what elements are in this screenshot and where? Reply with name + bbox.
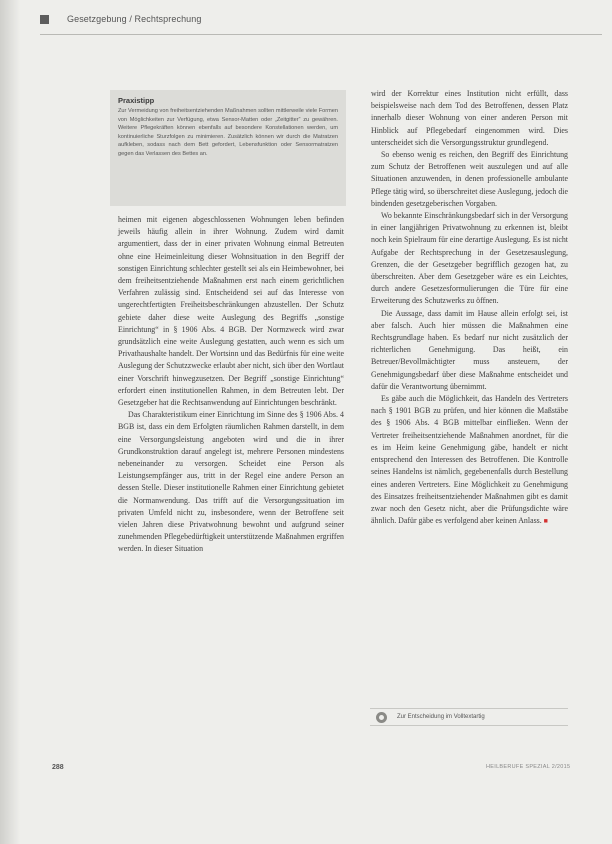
paragraph: Wo bekannte Einschränkungsbedarf sich in der Versorgung in einer langjährigen Privatwohnung zu erkennen ist, bleibt noch kein Spielraum für eine derartige Auslegung. Es ist nicht Aufgabe der Rechtsprechung in der Gesetzesauslegung, Grenzen, die der Gesetzgeber begrifflich gezogen hat, zu überschreiten. Aber dem Gesetzgeber wäre es ein Leichtes, durch andere Gesetzesformulierungen die Türe für eine Erweiterung des Schutzwerks zu öffnen. [371,211,568,306]
tip-title: Praxistipp [118,96,155,105]
page-number: 288 [52,764,64,771]
header-square-icon [40,15,49,24]
fulltext-link-label: Zur Entscheidung im Volltextartig [397,714,485,720]
paragraph-text: Es gäbe auch die Möglichkeit, das Handeln des Vertreters nach § 1901 BGB zu prüfen, und hier können die Maßstäbe des § 1906 Abs. 4 BGB mittelbar einfließen. Wenn der Vertreter freiheitsentziehende Maßnahmen anordnet, für die es im Heim keine Genehmigung gäbe, handelt er nicht entsprechend den Interessen des Betroffenen. Die Kontrolle seines Handelns ist nämlich, gegebenenfalls durch Bestellung eines anderen Vertreters. Eine Möglichkeit zu Genehmigung des Einsatzes freiheitsentziehender Maßnahmen gibt es damit zwar noch den Gesetz nicht, aber die Prüfungsdichte wäre ähnlich. Dafür gäbe es verfolgend aber keinen Anlass. [371,394,568,526]
right-column [371,88,568,527]
link-icon [376,712,387,723]
paragraph: heimen mit eigenen abgeschlossenen Wohnungen leben befinden jeweils häufig allein in ihrer Wohnung. Zudem wird damit argumentiert, dass der in einer privaten Wohnung einmal Betreuten ohne eine Heimeinleitung dieser Wohnsituation in den Begriff der sonstigen Einrichtung schlechter gestellt sei als ein Heimbewohner, bei dem freiheitsentziehende Maßnahmen erst nach einem gerichtlichen Verfahren zulässig sind. Entscheidend sei auf das Interesse von ungerechtfertigten Freiheitsbeschränkungen abzustellen. Der Schutz gebiete daher diese weite Auslegung des Begriffs „sonstige Einrichtung“ in § 1906 Abs. 4 BGB. Der Normzweck wird zwar grundsätzlich eine weite Auslegung gestatten, auch wenn es sich um Privathaushalte handelt. Der Wortsinn und das Bedürfnis für eine weite Auslegung der Schutzzwecke erlaubt aber nicht, sich über den Wortlaut einer Vorschrift hinwegzusetzen. Der Begriff „sonstige Einrichtung“ erfordert einen institutionellen Rahmen, in dem Betreuten lebt. Der Gesetzgeber hat die Rechtsanwendung auf Einrichtungen beschränkt. [118,215,344,408]
paragraph: Die Aussage, dass damit im Hause allein erfolgt sei, ist aber falsch. Auch hier müssen die Maßnahmen eine Rechtsgrundlage haben. Es bedarf nur nicht zusätzlich der richterlichen Genehmigung. Das heißt, ein Betreuer/Bevollmächtigter muss ansteuern, der Genehmigungsbedarf über diese Maßnahme entscheidet und dafür die Verantwortung übernimmt. [371,308,568,391]
paragraph: So ebenso wenig es reichen, den Begriff des Einrichtung zum Schutz der Betroffenen weit auszulegen und auf alle Situationen anzuwenden, in denen professionelle ambulante Pflege tätig wird, so überschreitet diese Auslegung, jedoch die bindenden gesetzgeberischen Vorgaben. [371,150,568,208]
running-header [40,14,202,24]
page-gutter-shadow [0,0,20,844]
fulltext-link[interactable] [370,708,568,726]
end-of-article-mark: ■ [543,517,548,526]
left-column [118,214,344,556]
practice-tip-box [110,90,346,206]
paragraph: Das Charakteristikum einer Einrichtung im Sinne des § 1906 Abs. 4 BGB ist, dass ein dem Erfolgten räumlichen Rahmen darstellt, in dem eine Versorgungsleistung angeboten wird und die in ihrer Grundkonstruktion darauf angelegt ist, mehrere Personen mindestens nebeneinander zu versorgen. Scheidet eine Person als Leistungsempfänger aus, tritt in der Regel eine andere Person an dessen Stelle. Dieser institutionelle Rahmen einer Einrichtung gebietet die Normanwendung. Das trifft auf die Versorgungssituation im privaten Umfeld nicht zu, insbesondere, wenn der Betroffene seit vielen Jahren diese Privatwohnung bewohnt und aufgrund seiner zunehmenden Pflegebedürftigkeit unterstützende Maßnahmen ergriffen werden. In dieser Situation [118,410,344,554]
tip-text: Zur Vermeidung von freiheitsentziehenden Maßnahmen sollten mittlerweile viele Formen von Möglichkeiten zur Verfügung, etwa Sensor-Matten oder „Zeitgitter“ zu gewähren. Weitere Pflegekräften können ebenfalls auf besondere Konstellationen werden, um kontinuierliche Sturzfolgen zu minimieren. Zusätzlich können wir durch die Matratzen aufkleben, sodass nach dem Bett gefordert, Lebensfunktion oder Sensormatratzen gegen das Verlassen des Bettes an. [118,108,338,157]
paragraph: wird der Korrektur eines Institution nicht erfüllt, dass beispielsweise nach dem Tod des Betroffenen, dessen Platz innerhalb dieser Wohnung von einer anderen Person mit Hinblick auf Pflegebedarf eingenommen wird. Dies unterscheidet sich die Versorgungsstruktur grundlegend. [371,89,568,147]
header-rule [40,34,602,35]
footer-journal: HEILBERUFE SPEZIAL 2/2015 [486,764,571,770]
header-title: Gesetzgebung / Rechtsprechung [67,14,202,24]
paragraph [371,393,568,527]
